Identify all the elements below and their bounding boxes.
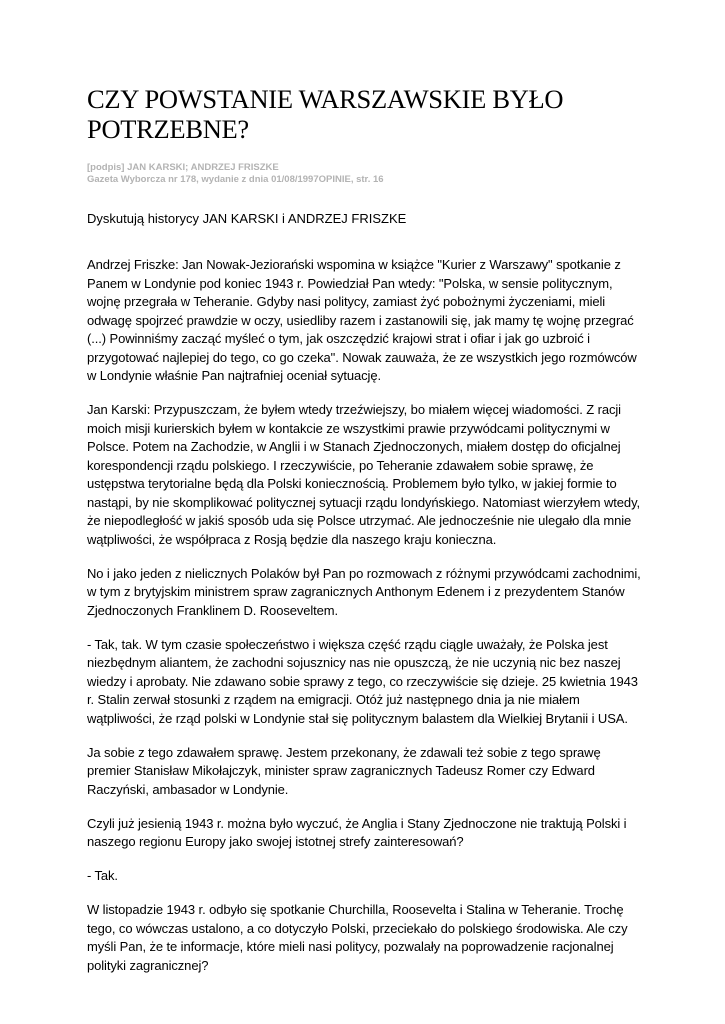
paragraph-4: - Tak, tak. W tym czasie społeczeństwo i większa część rządu ciągle uważały, że Polska jest niezbędnym aliantem, że zachodni sojusznicy nas nie opuszczą, że nie uczynią nic bez naszej wiedzy i aprobaty. Nie zdawano sobie sprawy z tego, co rzeczywiście się dzieje. 25 kwietnia 1943 r. Stalin zerwał stosunki z rządem na emigracji. Otóż już następnego dnia ja nie miałem wątpliwości, że rząd polski w Londynie stał się politycznym balastem dla Wielkiej Brytanii i USA. bbox=[87, 636, 638, 726]
article-title: CZY POWSTANIE WARSZAWSKIE BYŁO POTRZEBNE? bbox=[87, 84, 564, 144]
article-body bbox=[87, 256, 647, 975]
paragraph-1: Andrzej Friszke: Jan Nowak-Jeziorański wspomina w książce "Kurier z Warszawy" spotkanie z Panem w Londynie pod koniec 1943 r. Powiedział Pan wtedy: "Polska, w sensie politycznym, wojnę przegrała w Teheranie. Gdyby nasi politycy, zamiast żyć pobożnymi życzeniami, mieli odwagę spojrzeć prawdzie w oczy, usiedliby razem i zastanowili się, jak mamy tę wojnę przegrać (...) Powinniśmy zacząć myśleć o tym, jak oszczędzić krajowi strat i ofiar i jak go uzbroić i przygotować najlepiej do tego, co go czeka". Nowak zauważa, że ze wszystkich jego rozmówców w Londynie właśnie Pan najtrafniej oceniał sytuację. bbox=[87, 257, 637, 383]
paragraph-3: No i jako jeden z nielicznych Polaków był Pan po rozmowach z różnymi przywódcami zachodnimi, w tym z brytyjskim ministrem spraw zagranicznych Anthonym Edenem i z prezydentem Stanów Zjednoczonych Franklinem D. Rooseveltem. bbox=[87, 565, 641, 618]
article-meta bbox=[87, 162, 647, 185]
document-page bbox=[87, 84, 647, 991]
paragraph-2: Jan Karski: Przypuszczam, że byłem wtedy trzeźwiejszy, bo miałem więcej wiadomości. Z racji moich misji kurierskich byłem w kontakcie ze wszystkimi prawie przywódcami politycznymi w Polsce. Potem na Zachodzie, w Anglii i w Stanach Zjednoczonych, miałem dostęp do oficjalnej korespondencji rządu polskiego. I rzeczywiście, po Teheranie zdawałem sobie sprawę, że ustępstwa terytorialne będą dla Polski koniecznością. Problemem było tylko, w jakiej formie to nastąpi, by nie skomplikować politycznej sytuacji rządu londyńskiego. Natomiast wierzyłem wtedy, że niepodległość w jakiś sposób uda się Polsce utrzymać. Ale jednocześnie nie ulegało dla mnie wątpliwości, że współpraca z Rosją będzie dla naszego kraju konieczna. bbox=[87, 402, 641, 547]
article-byline: [podpis] JAN KARSKI; ANDRZEJ FRISZKE bbox=[87, 162, 279, 173]
article-source: Gazeta Wyborcza nr 178, wydanie z dnia 01/08/1997OPINIE, str. 16 bbox=[87, 173, 384, 185]
article-intro: Dyskutują historycy JAN KARSKI i ANDRZEJ FRISZKE bbox=[87, 211, 407, 226]
paragraph-8: W listopadzie 1943 r. odbyło się spotkanie Churchilla, Roosevelta i Stalina w Teheranie. Trochę tego, co wówczas ustalono, a co dotyczyło Polski, przeciekało do polskiego środowiska. Ale czy myśli Pan, że te informacje, które mieli nasi politycy, pozwalały na poprowadzenie racjonalnej polityki zagranicznej? bbox=[87, 902, 628, 973]
paragraph-7: - Tak. bbox=[87, 868, 118, 883]
paragraph-5: Ja sobie z tego zdawałem sprawę. Jestem przekonany, że zdawali też sobie z tego sprawę premier Stanisław Mikołajczyk, minister spraw zagranicznych Tadeusz Romer czy Edward Raczyński, ambasador w Londynie. bbox=[87, 744, 601, 797]
paragraph-6: Czyli już jesienią 1943 r. można było wyczuć, że Anglia i Stany Zjednoczone nie traktują Polski i naszego regionu Europy jako swojej istotnej strefy zainteresowań? bbox=[87, 815, 627, 849]
